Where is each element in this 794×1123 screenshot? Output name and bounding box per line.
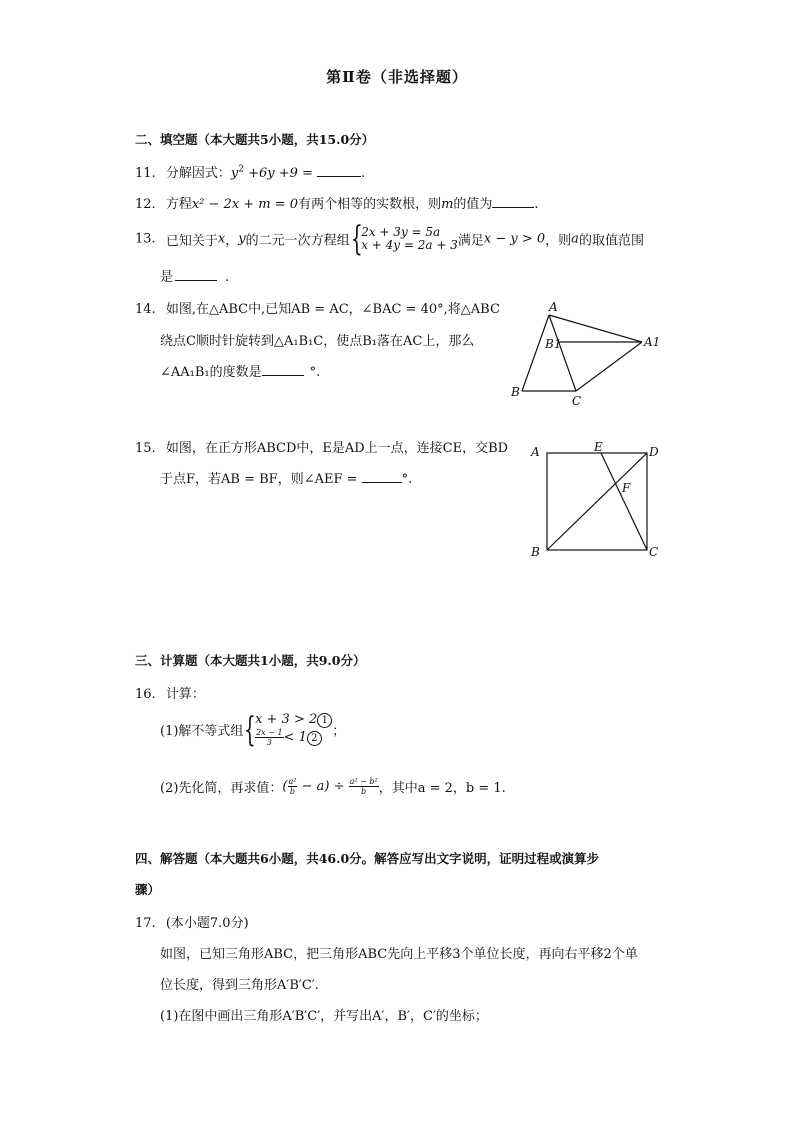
section-2-heading: 二、填空题（本大题共5小题，共15.0分） (135, 132, 375, 147)
question-text: ，则 (545, 233, 572, 249)
question-number: 14. (135, 302, 156, 317)
punctuation: . (361, 166, 366, 181)
triangle-rotation-figure (500, 295, 675, 410)
label-E: E (594, 440, 603, 454)
question-text: 于点F，若AB = BF，则∠AEF = (160, 472, 362, 487)
math-variable: m (441, 197, 454, 212)
inequality-2 (255, 728, 332, 747)
fraction (255, 728, 283, 747)
label-A1: A1 (644, 335, 661, 349)
question-17 (135, 912, 249, 931)
math-variable: x (217, 231, 226, 247)
question-16 (135, 683, 205, 702)
inequality-1 (255, 712, 332, 728)
question-16-part-1 (160, 709, 346, 750)
inequality-expression: < 1 (283, 730, 307, 745)
label-F: F (622, 481, 631, 495)
question-text: 是 (160, 270, 174, 285)
question-text: 已知关于 (165, 233, 218, 249)
fraction-numerator: 2x − 1 (256, 728, 283, 737)
question-number: 15. (135, 441, 156, 456)
question-13-line-2 (160, 266, 229, 285)
fraction-denominator: b (361, 787, 367, 796)
math-expression: x − y > 0 (483, 231, 546, 247)
question-15 (135, 437, 508, 456)
question-number: 12. (135, 197, 156, 212)
exponent: 2 (238, 164, 244, 175)
question-number: 17. (135, 916, 156, 931)
section-4-heading-line-2: 骤） (135, 882, 161, 897)
answer-blank[interactable] (262, 364, 304, 376)
question-17-line-2: 位长度，得到三角形A′B′C′. (160, 978, 319, 993)
label-A: A (549, 300, 558, 314)
math-variable: a (571, 231, 579, 247)
question-12 (135, 193, 539, 212)
question-text: 计算： (165, 687, 205, 702)
equation-1: 2x + 3y = 5a (361, 225, 441, 239)
question-14-line-2: 绕点C顺时针旋转到△A₁B₁C，使点B₁落在AC上，那么 (160, 334, 475, 349)
punctuation: °. (309, 365, 321, 380)
question-text: 如图,在△ABC中,已知AB = AC，∠BAC = 40°,将△ABC (165, 302, 500, 317)
answer-blank[interactable] (175, 269, 217, 281)
circled-number-2: 2 (307, 731, 322, 746)
question-14-line-3 (160, 361, 320, 380)
question-number: 13. (135, 231, 156, 247)
question-number: 11. (135, 166, 156, 181)
label-D: D (649, 445, 659, 459)
question-number: 16. (135, 687, 156, 702)
question-text: ∠AA₁B₁的度数是 (160, 365, 262, 380)
punctuation: ， (225, 233, 239, 249)
part-label: (1)解不等式组 (160, 724, 244, 739)
question-17-line-3: (1)在图中画出三角形A′B′C′，并写出A′，B′，C′的坐标； (160, 1009, 488, 1024)
question-header: (本小题7.0分) (165, 916, 249, 931)
equation-system (361, 226, 458, 252)
label-B1: B1 (545, 337, 562, 351)
answer-blank[interactable] (362, 471, 402, 483)
math-variable: y (238, 231, 246, 247)
question-text: 的二元一次方程组 (245, 233, 350, 249)
punctuation: . (534, 197, 539, 212)
question-17-line-1: 如图，已知三角形ABC，把三角形ABC先向上平移3个单位长度，再向右平移2个单 (160, 947, 638, 962)
fraction-numerator: a² (288, 777, 297, 786)
page-title: 第Ⅱ卷（非选择题） (326, 68, 468, 86)
question-text: 满足 (457, 233, 484, 249)
fraction-1 (288, 777, 298, 796)
answer-blank[interactable] (317, 165, 361, 177)
paren: ( (282, 779, 288, 794)
question-text: 方程 (165, 197, 192, 212)
punctuation: ； (332, 724, 346, 739)
question-text: 的值为 (453, 197, 493, 212)
system-brace: { (350, 219, 363, 259)
question-14 (135, 298, 500, 317)
label-C: C (649, 545, 659, 559)
system-brace: { (244, 709, 257, 750)
label-B: B (511, 385, 520, 399)
math-expression: x² − 2x + m = 0 (191, 197, 299, 212)
question-text: 如图，在正方形ABCD中，E是AD上一点，连接CE，交BD (165, 441, 509, 456)
label-A: A (531, 445, 540, 459)
question-text: 的取值范围 (578, 233, 644, 249)
inequality-expression: x + 3 > 2 (255, 712, 318, 727)
section-4-heading: 四、解答题（本大题共6小题，共46.0分。解答应写出文字说明，证明过程或演算步 (135, 851, 600, 866)
question-13 (135, 219, 644, 259)
math-expression: − a) ÷ (297, 779, 349, 794)
fraction-denominator: b (289, 787, 296, 796)
question-text: 有两个相等的实数根，则 (298, 197, 442, 212)
math-expression: y (230, 166, 239, 181)
fraction-denominator: 3 (266, 738, 272, 747)
answer-blank[interactable] (492, 196, 534, 208)
circled-number-1: 1 (317, 713, 332, 728)
part-label: (2)先化简，再求值： (160, 781, 283, 796)
fraction-2 (349, 777, 379, 796)
equation-2: x + 4y = 2a + 3 (361, 238, 458, 252)
inequality-system (255, 712, 332, 747)
punctuation: . (225, 270, 230, 285)
square-figure (525, 440, 665, 562)
section-3-heading: 三、计算题（本大题共1小题，共9.0分） (135, 653, 366, 668)
label-C: C (572, 394, 582, 408)
question-text: 分解因式： (165, 166, 231, 181)
fraction-numerator: a² − b² (349, 777, 378, 786)
question-text: ，其中a = 2，b = 1. (378, 781, 506, 796)
question-16-part-2 (160, 777, 506, 796)
punctuation: °. (401, 472, 413, 487)
math-expression: +6y +9 = (243, 166, 318, 181)
question-15-line-2 (160, 468, 412, 487)
label-B: B (531, 545, 540, 559)
question-11 (135, 162, 365, 181)
